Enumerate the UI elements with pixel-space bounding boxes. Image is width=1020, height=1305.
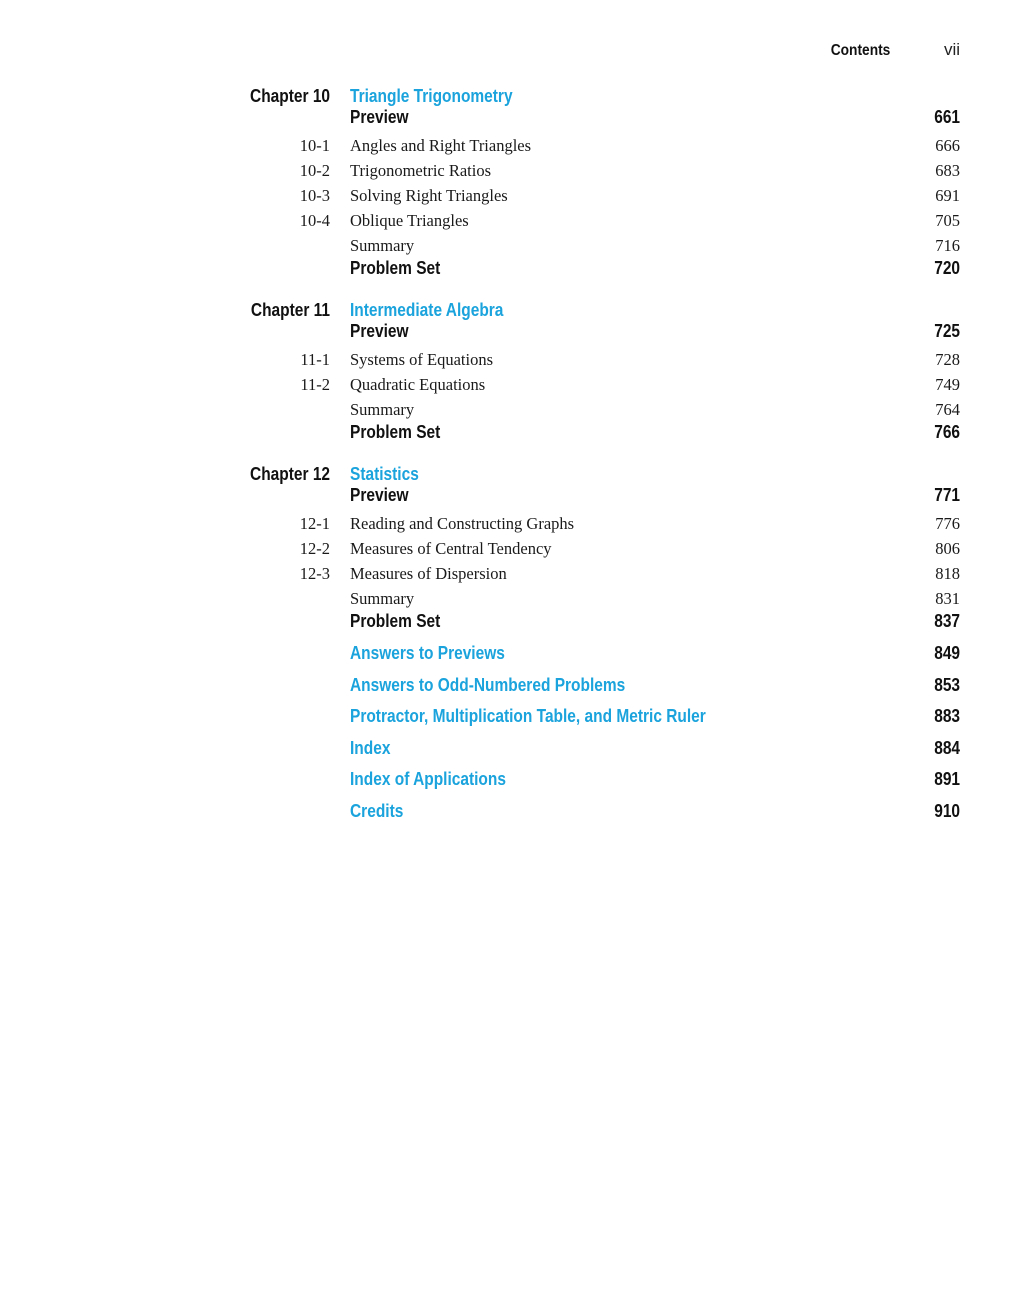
section-page: 818 xyxy=(935,564,960,583)
chapter-11-block xyxy=(0,300,1020,443)
section-page: 666 xyxy=(935,136,960,155)
preview-label: Preview xyxy=(350,107,409,127)
section-number: 10-3 xyxy=(299,186,330,205)
chapter-10-block xyxy=(0,86,1020,279)
back-matter-entry[interactable] xyxy=(0,706,1020,738)
summary-page: 716 xyxy=(935,236,960,255)
page-folio: vii xyxy=(943,40,960,59)
back-matter-title[interactable]: Protractor, Multiplication Table, and Metric Ruler xyxy=(350,706,706,727)
section-page: 691 xyxy=(935,186,960,205)
back-matter-page: 884 xyxy=(934,737,960,758)
preview-entry[interactable] xyxy=(0,107,1020,128)
section-entry[interactable] xyxy=(0,372,1020,397)
chapter-label: Chapter 12 xyxy=(249,464,330,484)
preview-entry[interactable] xyxy=(0,321,1020,342)
section-entry[interactable] xyxy=(0,183,1020,208)
summary-page: 831 xyxy=(935,589,960,608)
section-title: Angles and Right Triangles xyxy=(350,136,532,155)
running-head-label: Contents xyxy=(830,42,890,59)
section-number: 12-2 xyxy=(299,539,330,558)
section-page: 749 xyxy=(935,375,960,394)
chapter-label: Chapter 11 xyxy=(250,300,330,320)
chapter-heading[interactable] xyxy=(0,464,1020,485)
section-entry[interactable] xyxy=(0,511,1020,536)
section-title: Solving Right Triangles xyxy=(350,186,508,205)
back-matter-page: 853 xyxy=(934,674,960,695)
section-entry[interactable] xyxy=(0,208,1020,233)
back-matter-list xyxy=(0,643,1020,833)
running-head xyxy=(0,40,960,64)
back-matter-title[interactable]: Answers to Previews xyxy=(350,643,505,663)
section-number: 10-2 xyxy=(299,161,330,180)
problem-set-label: Problem Set xyxy=(350,611,441,631)
spacer xyxy=(0,632,1020,643)
section-title: Systems of Equations xyxy=(350,350,493,369)
section-page: 728 xyxy=(935,350,960,369)
problem-set-page: 720 xyxy=(934,258,960,278)
section-entry[interactable] xyxy=(0,536,1020,561)
back-matter-title[interactable]: Index of Applications xyxy=(350,769,506,790)
section-entry[interactable] xyxy=(0,561,1020,586)
back-matter-page: 910 xyxy=(934,800,960,821)
section-entry[interactable] xyxy=(0,133,1020,158)
back-matter-title[interactable]: Index xyxy=(350,737,391,758)
chapter-label: Chapter 10 xyxy=(249,86,330,106)
section-entry[interactable] xyxy=(0,158,1020,183)
section-number: 11-2 xyxy=(300,375,330,394)
summary-label: Summary xyxy=(350,236,415,255)
table-of-contents xyxy=(0,86,1020,833)
section-title: Quadratic Equations xyxy=(350,375,486,394)
preview-label: Preview xyxy=(350,321,409,341)
spacer xyxy=(0,279,1020,300)
section-page: 683 xyxy=(935,161,960,180)
summary-entry[interactable] xyxy=(0,233,1020,258)
back-matter-title[interactable]: Answers to Odd-Numbered Problems xyxy=(350,674,626,695)
back-matter-entry[interactable] xyxy=(0,801,1020,833)
problem-set-entry[interactable] xyxy=(0,611,1020,632)
section-number: 12-3 xyxy=(299,564,330,583)
section-entry[interactable] xyxy=(0,347,1020,372)
chapter-title[interactable]: Statistics xyxy=(350,464,419,484)
preview-page: 725 xyxy=(934,321,960,341)
chapter-12-block xyxy=(0,464,1020,632)
section-page: 806 xyxy=(935,539,960,558)
back-matter-entry[interactable] xyxy=(0,675,1020,707)
problem-set-label: Problem Set xyxy=(350,258,441,278)
section-number: 10-4 xyxy=(299,211,330,230)
back-matter-entry[interactable] xyxy=(0,738,1020,770)
chapter-title[interactable]: Triangle Trigonometry xyxy=(350,86,513,106)
section-title: Measures of Dispersion xyxy=(350,564,507,583)
back-matter-page: 849 xyxy=(934,643,960,663)
section-number: 10-1 xyxy=(299,136,330,155)
problem-set-entry[interactable] xyxy=(0,422,1020,443)
preview-entry[interactable] xyxy=(0,485,1020,506)
summary-page: 764 xyxy=(935,400,960,419)
section-title: Oblique Triangles xyxy=(350,211,469,230)
back-matter-page: 883 xyxy=(934,706,960,727)
spacer xyxy=(0,443,1020,464)
summary-entry[interactable] xyxy=(0,586,1020,611)
summary-label: Summary xyxy=(350,589,415,608)
section-page: 705 xyxy=(935,211,960,230)
preview-page: 771 xyxy=(934,485,960,505)
problem-set-label: Problem Set xyxy=(350,422,441,442)
summary-label: Summary xyxy=(350,400,415,419)
chapter-title[interactable]: Intermediate Algebra xyxy=(350,300,504,320)
back-matter-page: 891 xyxy=(934,769,960,790)
section-title: Reading and Constructing Graphs xyxy=(350,514,575,533)
section-page: 776 xyxy=(935,514,960,533)
problem-set-page: 837 xyxy=(934,611,960,631)
chapter-heading[interactable] xyxy=(0,300,1020,321)
chapter-heading[interactable] xyxy=(0,86,1020,107)
problem-set-page: 766 xyxy=(934,422,960,442)
summary-entry[interactable] xyxy=(0,397,1020,422)
section-number: 11-1 xyxy=(300,350,330,369)
preview-label: Preview xyxy=(350,485,409,505)
back-matter-entry[interactable] xyxy=(0,769,1020,801)
problem-set-entry[interactable] xyxy=(0,258,1020,279)
section-title: Measures of Central Tendency xyxy=(350,539,552,558)
preview-page: 661 xyxy=(934,107,960,127)
section-number: 12-1 xyxy=(299,514,330,533)
back-matter-title[interactable]: Credits xyxy=(350,800,404,821)
section-title: Trigonometric Ratios xyxy=(350,161,492,180)
back-matter-entry[interactable] xyxy=(0,643,1020,675)
